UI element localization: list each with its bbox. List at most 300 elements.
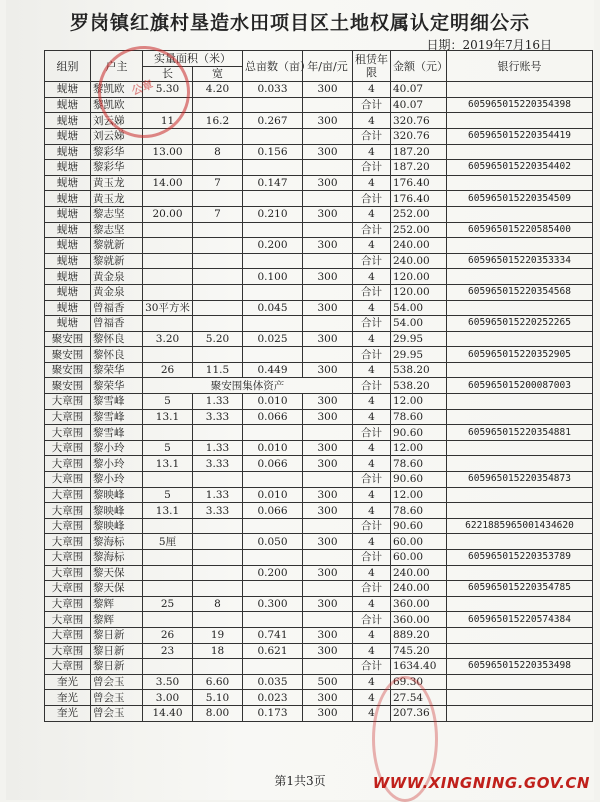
cell-years: 4 — [353, 503, 391, 519]
table-header — [45, 51, 593, 82]
cell-mu: 0.621 — [243, 643, 303, 659]
cell-owner: 曾会玉 — [91, 705, 143, 721]
table-row — [45, 690, 593, 706]
cell-width: 18 — [193, 643, 243, 659]
official-seal: 公章 — [85, 33, 203, 151]
cell-length: 14.40 — [143, 705, 193, 721]
cell-price: 300 — [303, 487, 353, 503]
cell-length: 3.50 — [143, 674, 193, 690]
table-row — [45, 362, 593, 378]
cell-length: 13.1 — [143, 456, 193, 472]
cell-length: 5 — [143, 394, 193, 410]
cell-years: 4 — [353, 705, 391, 721]
cell-amount: 90.60 — [391, 425, 447, 441]
table-row — [45, 612, 593, 628]
col-length: 长 — [143, 66, 193, 82]
cell-price — [303, 472, 353, 488]
cell-width — [193, 253, 243, 269]
table-row — [45, 550, 593, 566]
table-row — [45, 534, 593, 550]
cell-price — [303, 581, 353, 597]
col-account: 银行账号 — [447, 51, 593, 82]
cell-width: 1.33 — [193, 440, 243, 456]
cell-group: 蚬塘 — [45, 316, 91, 332]
table-row — [45, 581, 593, 597]
col-price: 年/亩/元 — [303, 51, 353, 82]
cell-account — [447, 331, 593, 347]
cell-years: 4 — [353, 362, 391, 378]
cell-account — [447, 82, 593, 98]
cell-price — [303, 316, 353, 332]
cell-group: 蚬塘 — [45, 160, 91, 176]
table-row — [45, 253, 593, 269]
cell-mu — [243, 160, 303, 176]
cell-length — [143, 284, 193, 300]
cell-account — [447, 394, 593, 410]
cell-price — [303, 425, 353, 441]
cell-width: 16.2 — [193, 113, 243, 129]
cell-price: 300 — [303, 113, 353, 129]
cell-account — [447, 705, 593, 721]
cell-length: 13.1 — [143, 409, 193, 425]
cell-amount: 252.00 — [391, 222, 447, 238]
cell-amount: 538.20 — [391, 362, 447, 378]
table-row — [45, 394, 593, 410]
cell-years: 合计 — [353, 128, 391, 144]
cell-owner: 黄玉龙 — [91, 191, 143, 207]
cell-account — [447, 643, 593, 659]
cell-account: 605965015220354419 — [447, 128, 593, 144]
cell-account: 605965015220252265 — [447, 316, 593, 332]
cell-length — [143, 581, 193, 597]
cell-years: 4 — [353, 409, 391, 425]
cell-length — [143, 238, 193, 254]
cell-width — [193, 534, 243, 550]
cell-length: 13.1 — [143, 503, 193, 519]
cell-amount: 12.00 — [391, 394, 447, 410]
cell-amount: 40.07 — [391, 82, 447, 98]
cell-mu — [243, 425, 303, 441]
cell-mu — [243, 222, 303, 238]
cell-owner: 曾福香 — [91, 300, 143, 316]
cell-width — [193, 191, 243, 207]
cell-amount: 320.76 — [391, 113, 447, 129]
cell-owner: 黎小玲 — [91, 440, 143, 456]
cell-group: 蚬塘 — [45, 128, 91, 144]
cell-mu: 0.035 — [243, 674, 303, 690]
site-watermark: WWW.XINGNING.GOV.CN — [372, 774, 590, 792]
cell-amount: 120.00 — [391, 284, 447, 300]
cell-amount: 29.95 — [391, 331, 447, 347]
cell-amount: 889.20 — [391, 627, 447, 643]
cell-price: 300 — [303, 705, 353, 721]
cell-years: 4 — [353, 456, 391, 472]
cell-group: 大章围 — [45, 503, 91, 519]
cell-group: 大章围 — [45, 596, 91, 612]
cell-length: 5 — [143, 487, 193, 503]
page-footer: 第1共3页 — [274, 774, 326, 788]
cell-amount: 187.20 — [391, 144, 447, 160]
table-row — [45, 565, 593, 581]
cell-mu: 0.200 — [243, 238, 303, 254]
cell-mu: 0.050 — [243, 534, 303, 550]
cell-price — [303, 160, 353, 176]
cell-length: 23 — [143, 643, 193, 659]
cell-price: 300 — [303, 394, 353, 410]
cell-mu — [243, 191, 303, 207]
cell-width — [193, 425, 243, 441]
col-area: 实量面积（米） — [143, 51, 243, 67]
cell-account: 6221885965001434620 — [447, 518, 593, 534]
cell-mu: 0.010 — [243, 394, 303, 410]
cell-amount: 252.00 — [391, 206, 447, 222]
cell-length: 5 — [143, 440, 193, 456]
cell-owner: 黎荣华 — [91, 378, 143, 394]
cell-width — [193, 581, 243, 597]
cell-years: 合计 — [353, 612, 391, 628]
cell-years: 合计 — [353, 472, 391, 488]
cell-amount: 176.40 — [391, 191, 447, 207]
cell-width — [193, 284, 243, 300]
cell-length: 30平方米 — [143, 300, 193, 316]
cell-mu — [243, 316, 303, 332]
cell-owner: 黎小玲 — [91, 456, 143, 472]
table-row — [45, 191, 593, 207]
cell-group: 聚安围 — [45, 331, 91, 347]
table-row — [45, 472, 593, 488]
table-row — [45, 378, 593, 394]
cell-years: 4 — [353, 643, 391, 659]
cell-mu: 0.010 — [243, 440, 303, 456]
cell-owner: 曾会玉 — [91, 674, 143, 690]
cell-width — [193, 222, 243, 238]
cell-width: 3.33 — [193, 456, 243, 472]
cell-owner: 黎怀良 — [91, 331, 143, 347]
cell-group: 蚬塘 — [45, 144, 91, 160]
cell-price: 300 — [303, 565, 353, 581]
cell-years: 4 — [353, 674, 391, 690]
cell-width — [193, 97, 243, 113]
cell-owner: 黎辉 — [91, 612, 143, 628]
cell-width — [193, 347, 243, 363]
cell-owner: 黎凯欧 — [91, 97, 143, 113]
cell-width: 4.20 — [193, 82, 243, 98]
cell-length — [143, 550, 193, 566]
cell-width: 1.33 — [193, 394, 243, 410]
cell-years: 合计 — [353, 518, 391, 534]
cell-price: 300 — [303, 690, 353, 706]
cell-group: 大章围 — [45, 487, 91, 503]
cell-owner: 黎雪峰 — [91, 394, 143, 410]
cell-years: 合计 — [353, 581, 391, 597]
cell-owner: 黎志坚 — [91, 222, 143, 238]
cell-price: 300 — [303, 643, 353, 659]
cell-owner: 黎海标 — [91, 534, 143, 550]
cell-length — [143, 425, 193, 441]
cell-price: 300 — [303, 175, 353, 191]
cell-mu: 0.066 — [243, 503, 303, 519]
cell-amount: 29.95 — [391, 347, 447, 363]
cell-length: 25 — [143, 596, 193, 612]
cell-account: 605965015220354398 — [447, 97, 593, 113]
cell-price — [303, 97, 353, 113]
cell-amount: 207.36 — [391, 705, 447, 721]
cell-amount: 240.00 — [391, 581, 447, 597]
table-row — [45, 175, 593, 191]
cell-mu — [243, 284, 303, 300]
cell-width — [193, 128, 243, 144]
cell-length — [143, 222, 193, 238]
cell-owner: 黎就新 — [91, 253, 143, 269]
cell-width: 7 — [193, 175, 243, 191]
cell-length — [143, 128, 193, 144]
cell-width: 11.5 — [193, 362, 243, 378]
cell-account — [447, 409, 593, 425]
cell-width — [193, 612, 243, 628]
cell-amount: 176.40 — [391, 175, 447, 191]
cell-length — [143, 472, 193, 488]
cell-price — [303, 550, 353, 566]
cell-price — [303, 659, 353, 675]
cell-width: 19 — [193, 627, 243, 643]
cell-amount: 745.20 — [391, 643, 447, 659]
cell-account: 605965015220354402 — [447, 160, 593, 176]
cell-mu — [243, 97, 303, 113]
cell-group: 大章围 — [45, 643, 91, 659]
cell-mu — [243, 128, 303, 144]
cell-group: 聚安围 — [45, 347, 91, 363]
table-row — [45, 284, 593, 300]
cell-years: 4 — [353, 269, 391, 285]
cell-owner: 黎雪峰 — [91, 409, 143, 425]
cell-length — [143, 316, 193, 332]
cell-amount: 12.00 — [391, 487, 447, 503]
cell-width — [193, 300, 243, 316]
cell-group: 蚬塘 — [45, 113, 91, 129]
cell-price: 300 — [303, 238, 353, 254]
cell-account — [447, 113, 593, 129]
cell-width: 8 — [193, 596, 243, 612]
cell-owner: 刘云娣 — [91, 128, 143, 144]
table-row — [45, 316, 593, 332]
table-row — [45, 456, 593, 472]
cell-owner: 黎就新 — [91, 238, 143, 254]
cell-group: 蚬塘 — [45, 191, 91, 207]
document-title: 罗岗镇红旗村垦造水田项目区土地权属认定明细公示 — [69, 12, 530, 34]
cell-width: 8.00 — [193, 705, 243, 721]
cell-account — [447, 144, 593, 160]
cell-amount: 78.60 — [391, 409, 447, 425]
cell-owner: 黎凯欧 — [91, 82, 143, 98]
cell-price: 300 — [303, 331, 353, 347]
cell-amount: 60.00 — [391, 534, 447, 550]
cell-owner: 黎海标 — [91, 550, 143, 566]
cell-mu: 0.741 — [243, 627, 303, 643]
table-row — [45, 409, 593, 425]
cell-price — [303, 222, 353, 238]
cell-length: 26 — [143, 362, 193, 378]
table-row — [45, 206, 593, 222]
cell-years: 合计 — [353, 253, 391, 269]
cell-account: 605965015220354785 — [447, 581, 593, 597]
cell-group: 蚬塘 — [45, 284, 91, 300]
cell-width — [193, 316, 243, 332]
cell-mu: 0.045 — [243, 300, 303, 316]
cell-width: 3.33 — [193, 409, 243, 425]
cell-account — [447, 674, 593, 690]
cell-years: 4 — [353, 627, 391, 643]
cell-account — [447, 456, 593, 472]
cell-account — [447, 175, 593, 191]
cell-length: 13.00 — [143, 144, 193, 160]
cell-width — [193, 238, 243, 254]
table-row — [45, 596, 593, 612]
cell-amount: 187.20 — [391, 160, 447, 176]
cell-width — [193, 659, 243, 675]
table-body — [45, 82, 593, 721]
cell-length: 5厘 — [143, 534, 193, 550]
cell-group: 大章围 — [45, 550, 91, 566]
cell-owner: 黄玉龙 — [91, 175, 143, 191]
cell-years: 合计 — [353, 347, 391, 363]
cell-amount: 40.07 — [391, 97, 447, 113]
cell-price: 300 — [303, 596, 353, 612]
cell-mu: 0.267 — [243, 113, 303, 129]
table-row — [45, 300, 593, 316]
cell-amount: 27.54 — [391, 690, 447, 706]
cell-account — [447, 206, 593, 222]
cell-length — [143, 659, 193, 675]
cell-amount: 12.00 — [391, 440, 447, 456]
cell-account: 605965015220354881 — [447, 425, 593, 441]
cell-price: 300 — [303, 456, 353, 472]
col-total-mu: 总亩数（亩） — [243, 51, 303, 82]
cell-mu — [243, 612, 303, 628]
cell-amount: 360.00 — [391, 596, 447, 612]
cell-price: 300 — [303, 534, 353, 550]
cell-account — [447, 440, 593, 456]
cell-length: 14.00 — [143, 175, 193, 191]
cell-owner: 黎志坚 — [91, 206, 143, 222]
cell-width: 6.60 — [193, 674, 243, 690]
cell-price: 300 — [303, 269, 353, 285]
cell-length — [143, 565, 193, 581]
cell-years: 4 — [353, 300, 391, 316]
cell-years: 合计 — [353, 160, 391, 176]
cell-account: 605965015220585400 — [447, 222, 593, 238]
cell-mu — [243, 472, 303, 488]
cell-account: 605965015220574384 — [447, 612, 593, 628]
table-row — [45, 643, 593, 659]
cell-price — [303, 347, 353, 363]
cell-amount: 1634.40 — [391, 659, 447, 675]
cell-owner: 黎彩华 — [91, 160, 143, 176]
cell-years: 合计 — [353, 222, 391, 238]
cell-length — [143, 253, 193, 269]
cell-width: 5.10 — [193, 690, 243, 706]
cell-group: 大章围 — [45, 627, 91, 643]
cell-price: 300 — [303, 82, 353, 98]
cell-account — [447, 487, 593, 503]
table-row — [45, 144, 593, 160]
cell-mu — [243, 347, 303, 363]
cell-account — [447, 362, 593, 378]
cell-mu — [243, 253, 303, 269]
cell-price — [303, 253, 353, 269]
cell-price: 300 — [303, 362, 353, 378]
cell-account — [447, 269, 593, 285]
cell-mu: 0.066 — [243, 409, 303, 425]
table-row — [45, 238, 593, 254]
cell-group: 蚬塘 — [45, 238, 91, 254]
cell-amount: 78.60 — [391, 503, 447, 519]
cell-amount: 240.00 — [391, 565, 447, 581]
cell-length: 20.00 — [143, 206, 193, 222]
table-row — [45, 518, 593, 534]
cell-length — [143, 612, 193, 628]
cell-owner: 黎辉 — [91, 596, 143, 612]
cell-years: 合计 — [353, 659, 391, 675]
cell-owner: 黎小玲 — [91, 472, 143, 488]
cell-length — [143, 347, 193, 363]
cell-years: 4 — [353, 690, 391, 706]
cell-group: 蚬塘 — [45, 97, 91, 113]
cell-years: 合计 — [353, 425, 391, 441]
cell-owner: 黎映峰 — [91, 503, 143, 519]
cell-group: 大章围 — [45, 534, 91, 550]
cell-group: 大章围 — [45, 659, 91, 675]
cell-width — [193, 518, 243, 534]
cell-amount: 90.60 — [391, 518, 447, 534]
cell-years: 4 — [353, 113, 391, 129]
cell-amount: 360.00 — [391, 612, 447, 628]
col-years: 租赁年限 — [353, 51, 391, 82]
cell-owner: 黎映峰 — [91, 487, 143, 503]
cell-account — [447, 534, 593, 550]
cell-mu — [243, 659, 303, 675]
col-width: 宽 — [193, 66, 243, 82]
cell-account: 605965015220352905 — [447, 347, 593, 363]
table-row — [45, 269, 593, 285]
table-row — [45, 331, 593, 347]
cell-mu: 0.300 — [243, 596, 303, 612]
cell-length — [143, 191, 193, 207]
cell-length: 5.30 — [143, 82, 193, 98]
table-row — [45, 82, 593, 98]
table-row — [45, 160, 593, 176]
cell-owner: 黎天保 — [91, 565, 143, 581]
cell-owner: 黎映峰 — [91, 518, 143, 534]
cell-group: 蚬塘 — [45, 269, 91, 285]
cell-amount: 69.30 — [391, 674, 447, 690]
cell-price — [303, 191, 353, 207]
cell-price — [303, 518, 353, 534]
cell-owner: 黎彩华 — [91, 144, 143, 160]
cell-price: 300 — [303, 627, 353, 643]
cell-width: 5.20 — [193, 331, 243, 347]
cell-group: 大章围 — [45, 612, 91, 628]
cell-amount: 240.00 — [391, 238, 447, 254]
cell-length: 11 — [143, 113, 193, 129]
cell-group: 聚安围 — [45, 378, 91, 394]
cell-account — [447, 565, 593, 581]
cell-width: 3.33 — [193, 503, 243, 519]
cell-owner: 黎日新 — [91, 627, 143, 643]
cell-width: 8 — [193, 144, 243, 160]
cell-years: 4 — [353, 394, 391, 410]
table-row — [45, 674, 593, 690]
cell-length: 3.20 — [143, 331, 193, 347]
